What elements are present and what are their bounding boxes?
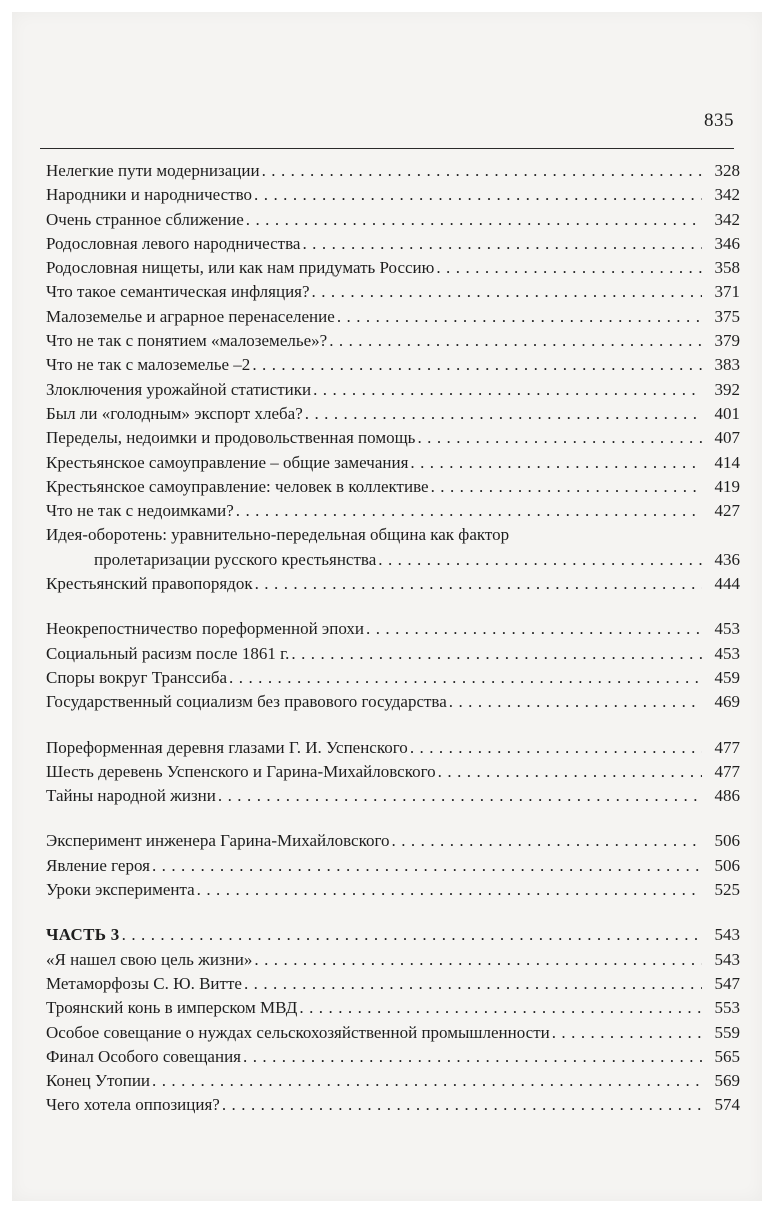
dot-leader — [337, 305, 702, 329]
toc-entry[interactable] — [46, 159, 740, 183]
toc-entry-title: Крестьянский правопорядок — [46, 574, 253, 594]
toc-entry[interactable] — [46, 232, 740, 256]
dot-leader — [313, 378, 702, 402]
toc-page-number: 342 — [714, 185, 740, 205]
dot-leader — [417, 426, 702, 450]
toc-entry-title: Крестьянское самоуправление – общие замечания — [46, 452, 409, 472]
toc-page-number: 547 — [714, 973, 740, 993]
toc-entry-title: Что не так с малоземелье –2 — [46, 355, 251, 375]
toc-entry[interactable] — [46, 690, 740, 714]
dot-leader — [152, 854, 702, 878]
toc-entry-title: Нелегкие пути модернизации — [46, 161, 260, 180]
toc-section — [46, 736, 740, 809]
dot-leader — [410, 736, 702, 760]
toc-page-number: 392 — [714, 379, 740, 399]
toc-entry-title: Уроки эксперимента — [46, 880, 195, 900]
toc-entry[interactable] — [46, 183, 740, 207]
toc-entry[interactable] — [46, 475, 740, 499]
toc-entry[interactable] — [46, 996, 740, 1020]
toc-page-number: 559 — [714, 1022, 740, 1042]
toc-entry-title: Споры вокруг Транссиба — [46, 667, 228, 687]
toc-page-number: 477 — [714, 761, 740, 781]
toc-entry[interactable] — [46, 402, 740, 426]
toc-entry[interactable] — [46, 208, 740, 232]
toc-part-heading[interactable] — [46, 923, 740, 947]
toc-page-number: 401 — [714, 403, 740, 423]
toc-page-number: 427 — [714, 501, 740, 521]
toc-entry[interactable] — [46, 572, 740, 596]
table-of-contents — [46, 159, 740, 1139]
dot-leader — [244, 972, 702, 996]
toc-section — [46, 617, 740, 714]
dot-leader — [152, 1069, 702, 1093]
dot-leader — [197, 878, 702, 902]
toc-page-number: 506 — [714, 855, 740, 875]
toc-entry-title: Неокрепостничество пореформенной эпохи — [46, 619, 364, 639]
toc-entry-title-continuation: пролетаризации русского крестьянства — [94, 549, 377, 569]
toc-page-number: 565 — [714, 1046, 740, 1066]
toc-entry[interactable] — [46, 426, 740, 450]
dot-leader — [236, 499, 702, 523]
toc-page-number: 414 — [714, 452, 740, 472]
toc-page-number: 453 — [714, 643, 740, 663]
toc-page-number: 543 — [714, 949, 740, 969]
dot-leader — [438, 760, 702, 784]
toc-entry-title: Чего хотела оппозиция? — [46, 1095, 220, 1115]
dot-leader — [262, 159, 702, 183]
toc-entry-title: Злоключения урожайной статистики — [46, 379, 312, 399]
toc-entry[interactable] — [46, 948, 740, 972]
dot-leader — [218, 784, 702, 808]
toc-entry-title: Что такое семантическая инфляция? — [46, 282, 310, 302]
toc-entry-title: Метаморфозы С. Ю. Витте — [46, 973, 242, 993]
dot-leader — [252, 353, 702, 377]
dot-leader — [255, 572, 702, 596]
book-page — [12, 12, 762, 1201]
toc-entry[interactable] — [46, 499, 740, 523]
toc-entry-title: Малоземелье и аграрное перенаселение — [46, 306, 335, 326]
toc-entry[interactable] — [46, 329, 740, 353]
toc-entry[interactable] — [46, 280, 740, 304]
toc-entry-title: «Я нашел свою цель жизни» — [46, 949, 253, 969]
toc-page-number: 358 — [714, 258, 740, 278]
toc-page-number: 379 — [714, 331, 740, 351]
dot-leader — [246, 208, 702, 232]
dot-leader — [302, 232, 702, 256]
toc-entry[interactable] — [46, 1021, 740, 1045]
header-rule — [40, 148, 734, 149]
dot-leader — [291, 642, 702, 666]
toc-entry-title: Что не так с недоимками? — [46, 501, 234, 521]
toc-page-number: 453 — [714, 619, 740, 639]
toc-page-number: 436 — [714, 549, 740, 569]
toc-entry-title: Государственный социализм без правового государства — [46, 692, 447, 712]
toc-page-number: 525 — [714, 880, 740, 900]
dot-leader — [305, 402, 702, 426]
toc-entry-title: Финал Особого совещания — [46, 1046, 241, 1066]
toc-entry[interactable] — [46, 760, 740, 784]
toc-entry-title: Пореформенная деревня глазами Г. И. Успенского — [46, 737, 408, 757]
toc-entry-title: Шесть деревень Успенского и Гарина-Михайловского — [46, 761, 436, 781]
toc-entry[interactable] — [46, 878, 740, 902]
dot-leader — [449, 690, 702, 714]
toc-page-number: 346 — [714, 233, 740, 253]
toc-section — [46, 923, 740, 1117]
toc-entry-title: Особое совещание о нуждах сельскохозяйственной промышленности — [46, 1022, 550, 1042]
dot-leader — [254, 183, 702, 207]
dot-leader — [329, 329, 702, 353]
toc-page-number: 342 — [714, 209, 740, 229]
page-number: 835 — [704, 110, 734, 131]
toc-entry-title: Был ли «голодным» экспорт хлеба? — [46, 403, 303, 423]
toc-page-number: 459 — [714, 667, 740, 687]
dot-leader — [299, 996, 702, 1020]
toc-entry-title: Конец Утопии — [46, 1071, 151, 1091]
toc-entry-title: Родословная левого народничества — [46, 233, 301, 253]
toc-entry-title: Троянский конь в имперском МВД — [46, 998, 298, 1018]
toc-entry[interactable] — [46, 305, 740, 329]
dot-leader — [436, 256, 702, 280]
dot-leader — [122, 923, 702, 947]
toc-entry[interactable] — [46, 1093, 740, 1117]
toc-entry[interactable] — [46, 784, 740, 808]
toc-page-number: 477 — [714, 737, 740, 757]
toc-page-number: 407 — [714, 428, 740, 448]
toc-section — [46, 829, 740, 902]
toc-page-number: 419 — [714, 476, 740, 496]
toc-entry[interactable] — [46, 1045, 740, 1069]
toc-page-number: 506 — [714, 831, 740, 851]
toc-page-number: 569 — [714, 1071, 740, 1091]
dot-leader — [392, 829, 702, 853]
toc-entry[interactable] — [46, 353, 740, 377]
dot-leader — [254, 948, 702, 972]
toc-page-number: 469 — [714, 692, 740, 712]
toc-entry-title: Социальный расизм после 1861 г. — [46, 643, 290, 663]
toc-entry[interactable] — [46, 617, 740, 641]
toc-entry-title: ЧАСТЬ 3 — [46, 925, 120, 945]
toc-page-number: 375 — [714, 306, 740, 326]
toc-entry-title: Явление героя — [46, 855, 150, 875]
toc-page-number: 553 — [714, 998, 740, 1018]
toc-page-number: 383 — [714, 355, 740, 375]
toc-entry-title: Родословная нищеты, или как нам придумать Россию — [46, 258, 435, 278]
toc-entry[interactable] — [46, 666, 740, 690]
toc-entry[interactable] — [46, 854, 740, 878]
toc-page-number: 371 — [714, 282, 740, 302]
toc-section — [46, 159, 740, 596]
dot-leader — [431, 475, 702, 499]
toc-entry-title: Переделы, недоимки и продовольственная помощь — [46, 428, 416, 448]
toc-entry-title: Очень странное сближение — [46, 209, 244, 229]
toc-entry[interactable] — [46, 451, 740, 475]
toc-page-number: 444 — [714, 574, 740, 594]
toc-entry-title: Эксперимент инженера Гарина-Михайловского — [46, 831, 390, 851]
toc-entry[interactable] — [46, 1069, 740, 1093]
dot-leader — [243, 1045, 702, 1069]
toc-page-number: 574 — [714, 1095, 740, 1115]
dot-leader — [378, 548, 702, 572]
dot-leader — [222, 1093, 702, 1117]
dot-leader — [229, 666, 702, 690]
toc-entry-title: Что не так с понятием «малоземелье»? — [46, 331, 328, 351]
toc-entry-title: Идея-оборотень: уравнительно-передельная община как фактор — [46, 525, 510, 545]
toc-entry[interactable] — [46, 256, 740, 280]
toc-entry-title: Тайны народной жизни — [46, 786, 216, 806]
dot-leader — [410, 451, 702, 475]
toc-page-number: 328 — [714, 161, 740, 180]
toc-entry[interactable] — [46, 736, 740, 760]
toc-entry[interactable] — [46, 548, 740, 572]
toc-entry[interactable] — [46, 378, 740, 402]
toc-entry[interactable] — [46, 829, 740, 853]
toc-entry-title: Крестьянское самоуправление: человек в коллективе — [46, 476, 429, 496]
toc-page-number: 486 — [714, 786, 740, 806]
dot-leader — [366, 617, 702, 641]
toc-entry-title: Народники и народничество — [46, 185, 253, 205]
dot-leader — [312, 280, 702, 304]
dot-leader — [552, 1021, 702, 1045]
toc-entry[interactable] — [46, 972, 740, 996]
toc-page-number: 543 — [714, 925, 740, 945]
toc-entry[interactable] — [46, 642, 740, 666]
